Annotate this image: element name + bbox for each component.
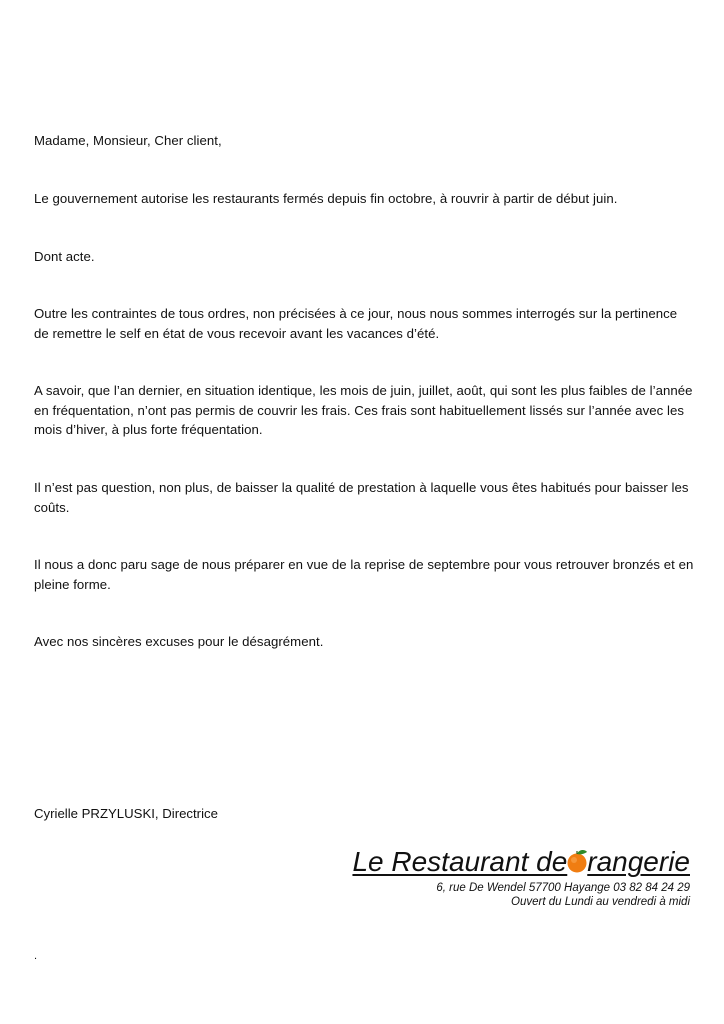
paragraph-constraints: Outre les contraintes de tous ordres, non précisées à ce jour, nous nous sommes interrogés sur la pertinence de remettre le self en état de vous recevoir avant les vacances d’été. xyxy=(34,306,678,341)
paragraph-reopening: Le gouvernement autorise les restaurants fermés depuis fin octobre, à rouvrir à partir de début juin. xyxy=(34,191,618,206)
restaurant-footer xyxy=(270,846,690,909)
brand-text-end: rangerie xyxy=(587,846,690,877)
end-mark: . xyxy=(34,950,38,962)
paragraph-apologies: Avec nos sincères excuses pour le désagrément. xyxy=(34,634,324,649)
restaurant-hours: Ouvert du Lundi au vendredi à midi xyxy=(511,896,690,908)
paragraph-quality: Il n’est pas question, non plus, de baisser la qualité de prestation à laquelle vous êtes habitués pour baisser les coûts. xyxy=(34,480,689,515)
paragraph-september: Il nous a donc paru sage de nous préparer en vue de la reprise de septembre pour vous retrouver bronzés et en pleine forme. xyxy=(34,557,694,592)
restaurant-address: 6, rue De Wendel 57700 Hayange 03 82 84 24 29 xyxy=(436,882,690,894)
paragraph-dont-acte: Dont acte. xyxy=(34,249,95,264)
restaurant-brand xyxy=(352,846,690,878)
signature: Cyrielle PRZYLUSKI, Directrice xyxy=(34,806,218,821)
paragraph-last-year: A savoir, que l’an dernier, en situation identique, les mois de juin, juillet, août, qui sont les plus faibles de l’année en fréquentation, n’ont pas permis de couvrir les frais. Ces frais sont habituellement lissés sur l’année avec les mois d’hiver, à plus forte fréquentation. xyxy=(34,383,693,437)
salutation: Madame, Monsieur, Cher client, xyxy=(34,133,222,148)
brand-text-start: Le Restaurant de xyxy=(352,846,568,877)
